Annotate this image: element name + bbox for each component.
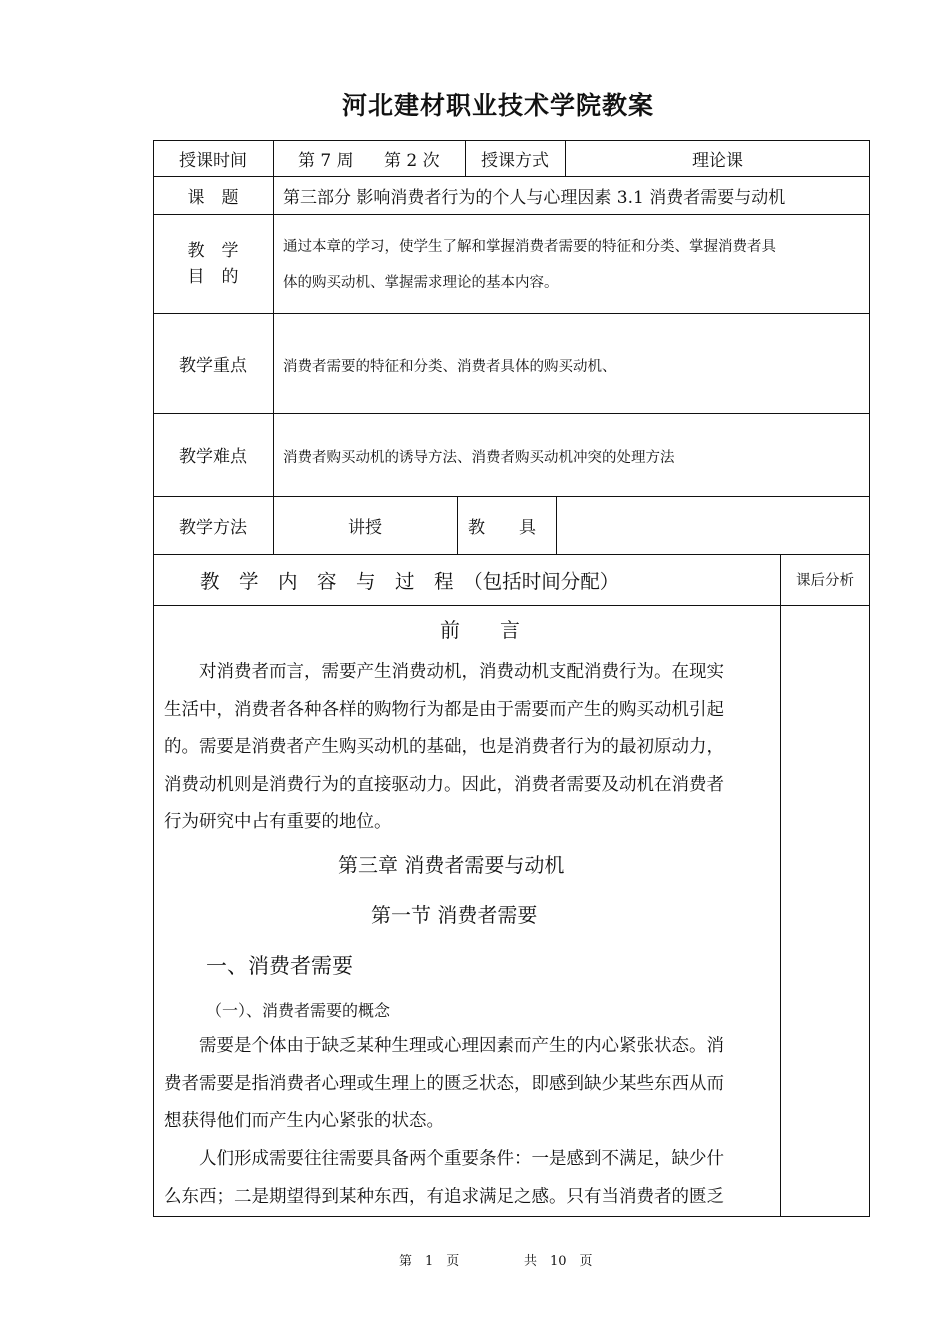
chapter-title: 第三章 消费者需要与动机: [338, 853, 565, 877]
section-title: 第一节 消费者需要: [371, 903, 538, 927]
preface-line: 的。需要是消费者产生购买动机的基础，也是消费者行为的最初原动力，: [164, 737, 724, 757]
goal-value: [283, 229, 868, 301]
method-label: 授课方式: [481, 150, 549, 171]
definition-paragraph: [164, 1028, 724, 1141]
goal-label-line2: 目 的: [187, 266, 239, 287]
conditions-paragraph: [164, 1141, 724, 1216]
teaching-method-label: 教学方法: [179, 517, 247, 538]
time-label: 授课时间: [179, 150, 247, 171]
definition-line: 费者需要是指消费者心理或生理上的匮乏状态，即感到缺少某些东西从而: [164, 1073, 724, 1094]
conditions-line: 么东西；二是期望得到某种东西，有追求满足之感。只有当消费者的匮乏: [164, 1186, 724, 1207]
topic-value: 第三部分 影响消费者行为的个人与心理因素 3.1 消费者需要与动机: [283, 187, 786, 208]
goal-label-line1: 教 学: [187, 240, 239, 261]
preface-line: 对消费者而言，需要产生消费动机，消费动机支配消费行为。在现实: [199, 662, 724, 682]
document-title: 河北建材职业技术学院教案: [341, 91, 654, 120]
heading-consumer-needs: 一、消费者需要: [206, 954, 353, 978]
col-divider: [780, 554, 781, 1217]
goal-value-line2: 体的购买动机、掌握需求理论的基本内容。: [283, 275, 559, 291]
session-value: 第 2 次: [384, 150, 440, 171]
teaching-method-value: 讲授: [348, 517, 382, 538]
preface-title: 前 言: [440, 618, 520, 642]
key-points-value: 消费者需要的特征和分类、消费者具体的购买动机、: [283, 358, 617, 375]
preface-line: 消费动机则是消费行为的直接驱动力。因此，消费者需要及动机在消费者: [164, 774, 724, 795]
difficulties-label: 教学难点: [179, 447, 247, 467]
tools-label: 教 具: [468, 517, 536, 538]
preface-line: 行为研究中占有重要的地位。: [164, 812, 392, 832]
difficulties-value: 消费者购买动机的诱导方法、消费者购买动机冲突的处理方法: [283, 450, 675, 466]
method-value: 理论课: [692, 150, 743, 171]
after-class-analysis-label: 课后分析: [796, 573, 854, 589]
col-divider: [457, 496, 458, 554]
tools-value: [566, 496, 866, 554]
preface-paragraph: [164, 654, 724, 842]
row-divider: [153, 605, 870, 606]
definition-line: 需要是个体由于缺乏某种生理或心理因素而产生的内心紧张状态。消: [199, 1036, 724, 1056]
content-header: 教 学 内 容 与 过 程 （包括时间分配）: [200, 569, 620, 593]
goal-label: [153, 214, 273, 313]
week-value: 第 7 周: [298, 150, 354, 171]
definition-line: 想获得他们而产生内心紧张的状态。: [164, 1111, 444, 1131]
goal-value-line1: 通过本章的学习，使学生了解和掌握消费者需要的特征和分类、掌握消费者具: [283, 239, 776, 255]
subheading-concept: （一）、消费者需要的概念: [206, 1001, 391, 1020]
key-points-label: 教学重点: [179, 355, 247, 376]
col-divider: [273, 140, 274, 555]
total-pages: 共 10 页: [524, 1254, 593, 1269]
conditions-line: 人们形成需要往往需要具备两个重要条件：一是感到不满足，缺少什: [199, 1149, 724, 1169]
page-number: 第 1 页: [399, 1254, 460, 1269]
col-divider: [556, 496, 557, 554]
topic-label: 课 题: [187, 187, 239, 208]
preface-line: 生活中，消费者各种各样的购物行为都是由于需要而产生的购买动机引起: [164, 699, 724, 720]
